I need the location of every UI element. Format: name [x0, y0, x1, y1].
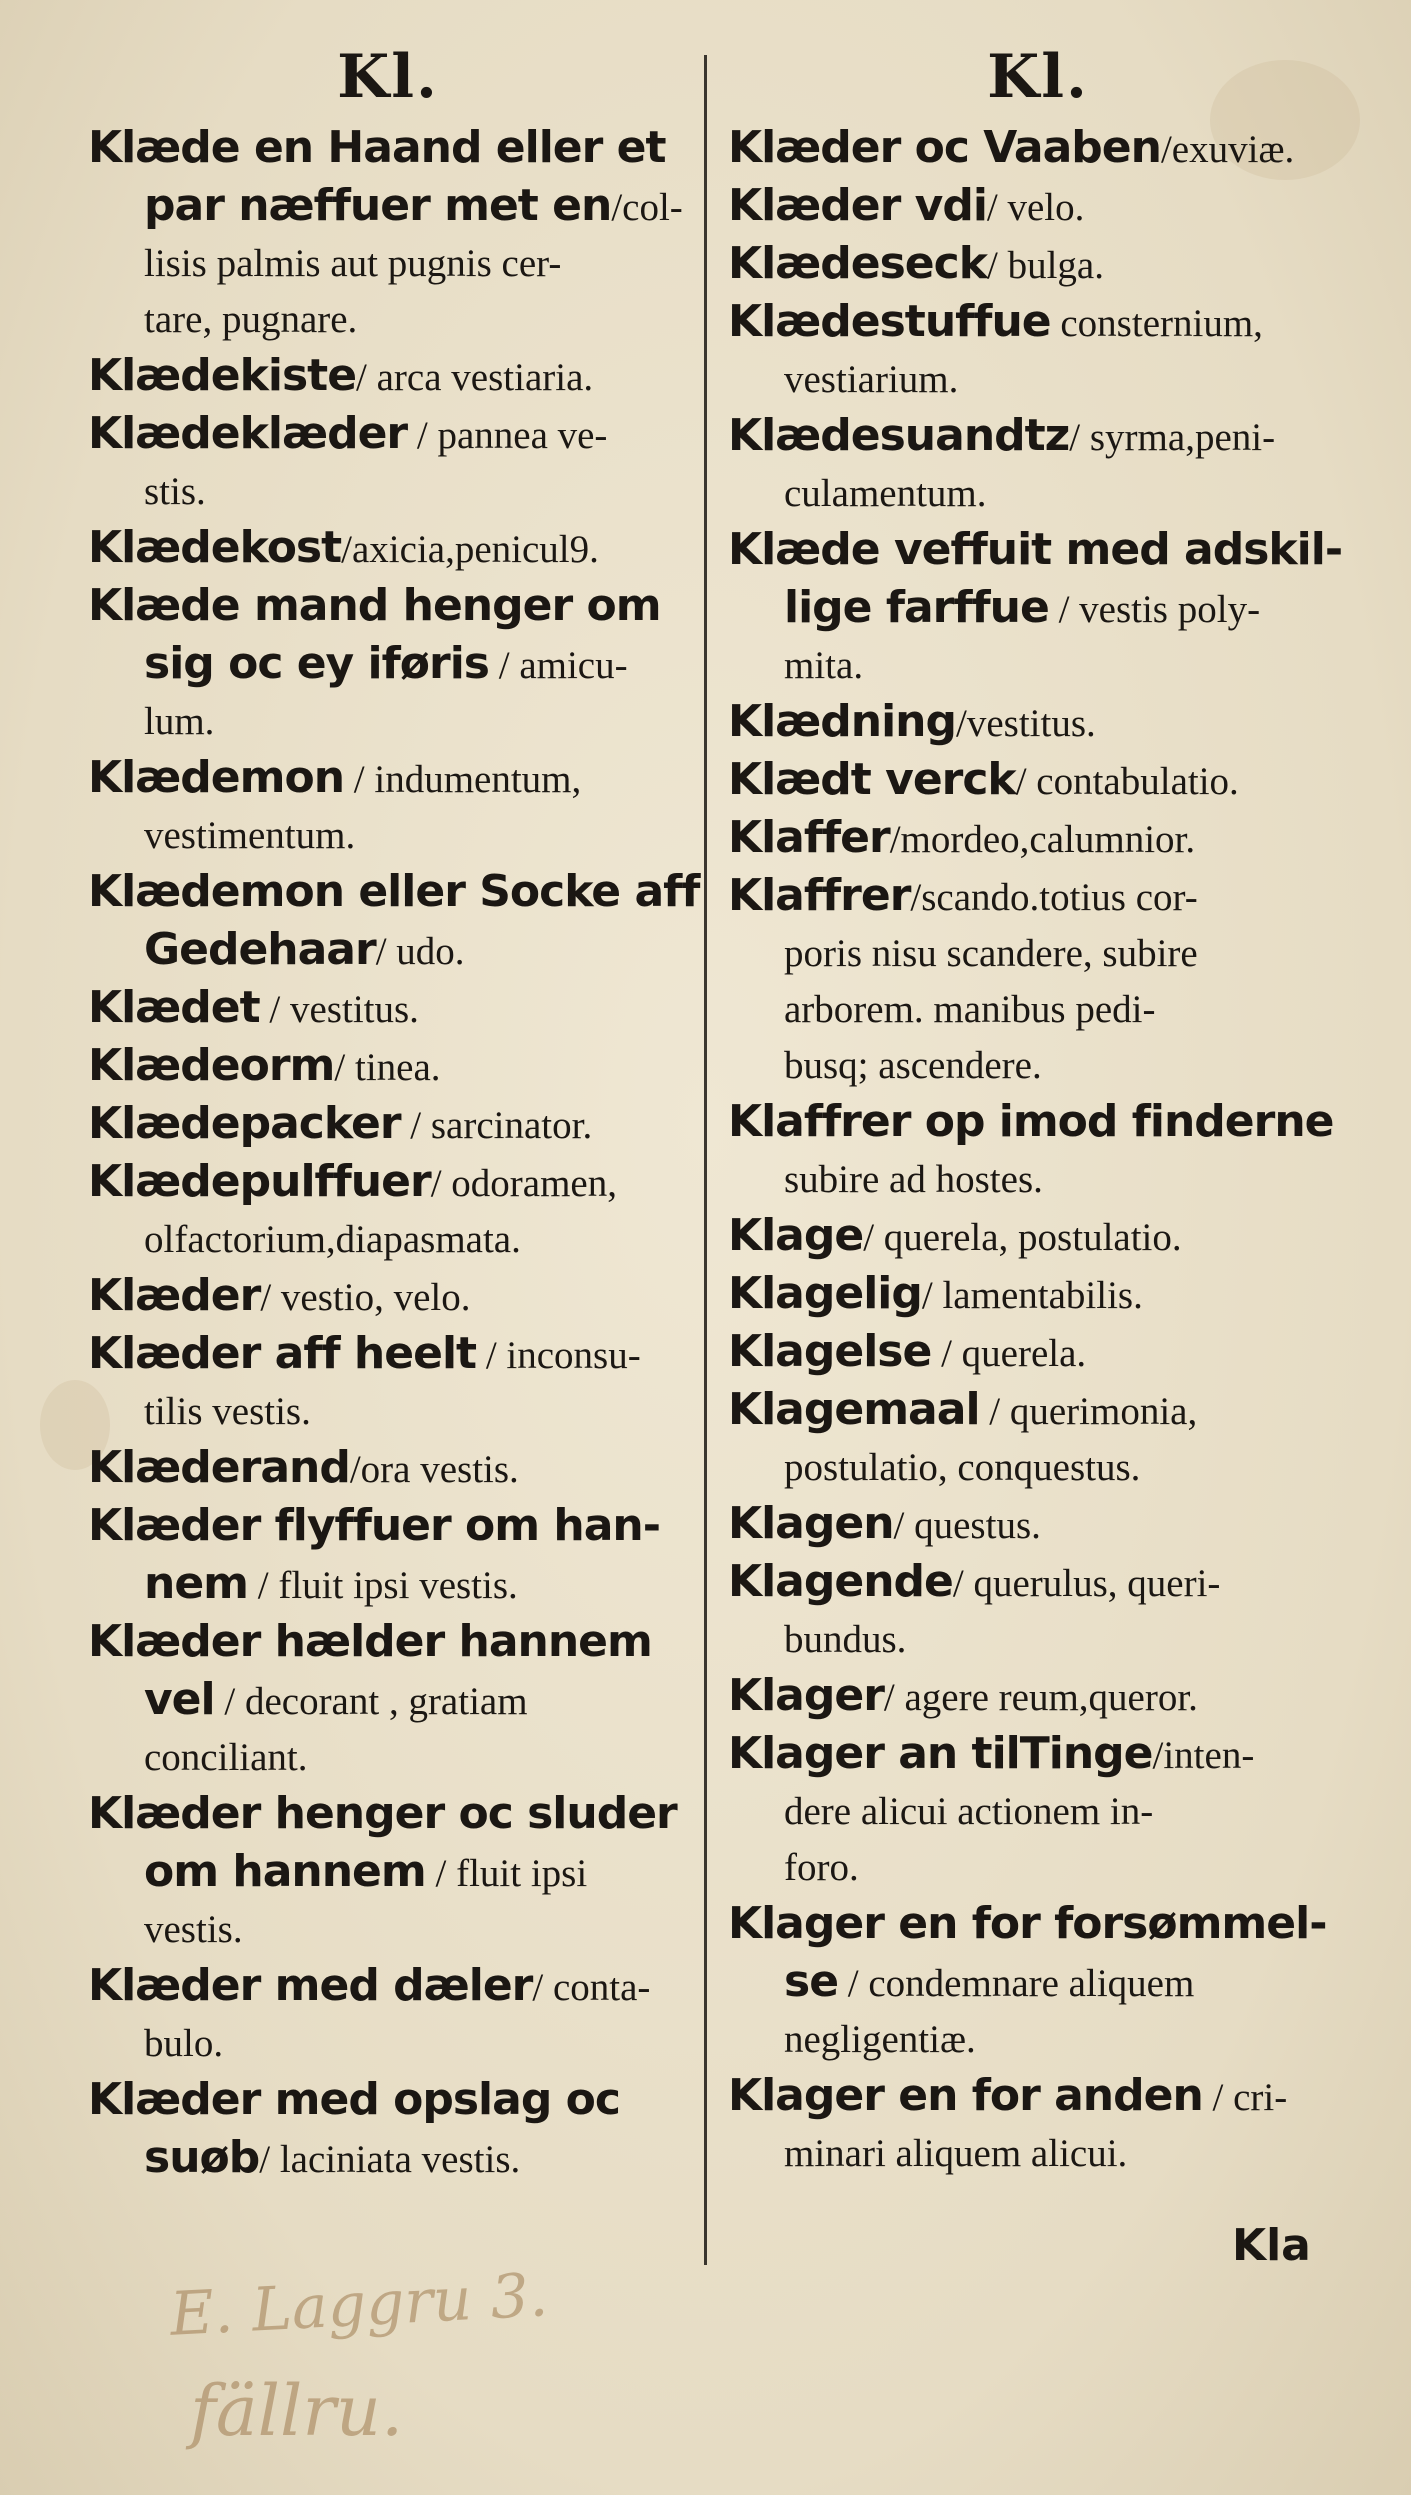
entry-headword: par næffuer met en — [144, 180, 612, 231]
entry-line — [88, 292, 688, 348]
entry-line — [728, 522, 1348, 580]
entry-line — [728, 236, 1348, 294]
entry-definition: / querulus, queri- — [952, 1562, 1221, 1605]
entry-headword: Klædemon — [88, 752, 345, 803]
dictionary-entry — [728, 236, 1348, 294]
entry-line — [728, 466, 1348, 522]
entry-headword: Klædestuffue — [728, 296, 1051, 347]
entry-line — [728, 1266, 1348, 1324]
dictionary-entry — [88, 980, 688, 1038]
left-column-header: Kl. — [337, 42, 439, 112]
entry-line — [728, 580, 1348, 638]
right-column-header: Kl. — [987, 42, 1089, 112]
entry-headword: Klæder med opslag oc — [88, 2074, 620, 2125]
entry-line — [728, 352, 1348, 408]
dictionary-entry — [728, 1668, 1348, 1726]
entry-headword: Klaffrer op imod finderne — [728, 1096, 1334, 1147]
entry-headword: lige farffue — [784, 582, 1049, 633]
entry-definition: / tinea. — [334, 1046, 441, 1089]
entry-line — [88, 178, 688, 236]
entry-line — [88, 1958, 688, 2016]
entry-line — [88, 1038, 688, 1096]
entry-definition: / amicu- — [488, 644, 628, 687]
dictionary-entry — [88, 1440, 688, 1498]
entry-headword: Klædeorm — [88, 1040, 335, 1091]
dictionary-entry — [728, 1094, 1348, 1208]
dictionary-entry — [728, 810, 1348, 868]
dictionary-entry — [728, 408, 1348, 522]
entry-definition: / arca vestiaria. — [356, 356, 594, 399]
entry-line — [88, 1096, 688, 1154]
entry-line — [88, 120, 688, 178]
entry-line — [728, 1668, 1348, 1726]
entry-line — [728, 2126, 1348, 2182]
entry-definition: stis. — [144, 470, 206, 513]
entry-line — [728, 1840, 1348, 1896]
entry-line — [728, 1896, 1348, 1954]
entry-line — [728, 1612, 1348, 1668]
entry-headword: Klædekost — [88, 522, 342, 573]
entry-line — [88, 1440, 688, 1498]
catchword: Kla — [1232, 2220, 1311, 2271]
dictionary-entry — [88, 1154, 688, 1268]
entry-line — [728, 294, 1348, 352]
entry-line — [728, 1496, 1348, 1554]
entry-headword: Klagelse — [728, 1326, 932, 1377]
dictionary-entry — [728, 1324, 1348, 1382]
entry-line — [88, 1730, 688, 1786]
entry-line — [728, 1094, 1348, 1152]
entry-headword: Klagende — [728, 1556, 953, 1607]
entry-definition: / agere reum,queror. — [883, 1676, 1198, 1719]
entry-definition: dere alicui actionem in- — [784, 1790, 1154, 1833]
entry-line — [88, 1786, 688, 1844]
entry-line — [728, 752, 1348, 810]
right-entry-list — [728, 120, 1348, 2182]
entry-line — [728, 868, 1348, 926]
dictionary-entry — [88, 750, 688, 864]
entry-line — [88, 1384, 688, 1440]
entry-definition: /axicia,penicul9. — [341, 528, 599, 571]
entry-headword: Klagelig — [728, 1268, 922, 1319]
entry-headword: Klæder — [88, 1270, 261, 1321]
entry-headword: Klædepulffuer — [88, 1156, 431, 1207]
entry-definition: /exuviæ. — [1160, 128, 1295, 171]
entry-definition: / conta- — [532, 1966, 651, 2009]
entry-definition: / vestis poly- — [1048, 588, 1261, 631]
entry-line — [728, 1440, 1348, 1496]
entry-line — [88, 1844, 688, 1902]
entry-definition: /vestitus. — [956, 702, 1096, 745]
entry-headword: vel — [144, 1674, 215, 1725]
dictionary-entry — [88, 864, 700, 980]
entry-headword: Klæder flyffuer om han- — [88, 1500, 661, 1551]
entry-line — [88, 520, 688, 578]
entry-headword: Klæderand — [88, 1442, 350, 1493]
entry-definition: / querela, postulatio. — [863, 1216, 1182, 1259]
entry-headword: Klaffrer — [728, 870, 911, 921]
entry-headword: Klæder henger oc sluder — [88, 1788, 677, 1839]
entry-line — [728, 694, 1348, 752]
entry-headword: Klager an tilTinge — [728, 1728, 1153, 1779]
entry-line — [728, 1324, 1348, 1382]
entry-line — [88, 1556, 688, 1614]
entry-definition: / querimonia, — [979, 1390, 1198, 1433]
entry-line — [88, 1498, 688, 1556]
left-entry-list — [88, 120, 700, 2188]
entry-line — [728, 1382, 1348, 1440]
entry-definition: / vestio, velo. — [260, 1276, 471, 1319]
entry-headword: Klager — [728, 1670, 884, 1721]
entry-definition: postulatio, conquestus. — [784, 1446, 1141, 1489]
entry-line — [728, 1152, 1348, 1208]
entry-definition: busq; ascendere. — [784, 1044, 1042, 1087]
entry-headword: sig oc ey iføris — [144, 638, 489, 689]
entry-definition: arborem. manibus pedi- — [784, 988, 1156, 1031]
entry-definition: lisis palmis aut pugnis cer- — [144, 242, 562, 285]
entry-headword: Klæder aff heelt — [88, 1328, 477, 1379]
entry-headword: Klage — [728, 1210, 864, 1261]
entry-definition: /col- — [611, 186, 683, 229]
entry-line — [88, 1902, 688, 1958]
entry-line — [88, 2072, 688, 2130]
dictionary-entry — [728, 1208, 1348, 1266]
entry-headword: Klædning — [728, 696, 957, 747]
dictionary-entry — [88, 120, 688, 348]
entry-definition: consternium, — [1050, 302, 1263, 345]
entry-line — [728, 638, 1348, 694]
entry-definition: / pannea ve- — [407, 414, 608, 457]
entry-definition: / condemnare aliquem — [838, 1962, 1195, 2005]
entry-headword: Klager en for anden — [728, 2070, 1203, 2121]
entry-line — [88, 864, 700, 922]
entry-definition: /scando.totius cor- — [910, 876, 1198, 919]
entry-definition: / indumentum, — [344, 758, 582, 801]
entry-definition: vestis. — [144, 1908, 243, 1951]
dictionary-entry — [728, 1382, 1348, 1496]
entry-headword: Klædeseck — [728, 238, 987, 289]
entry-definition: poris nisu scandere, subire — [784, 932, 1198, 975]
entry-line — [728, 1726, 1348, 1784]
entry-line — [88, 1672, 688, 1730]
dictionary-entry — [728, 694, 1348, 752]
entry-line — [728, 926, 1348, 982]
entry-line — [728, 2012, 1348, 2068]
entry-definition: negligentiæ. — [784, 2018, 976, 2061]
entry-headword: Klæder hælder hannem — [88, 1616, 652, 1667]
dictionary-entry — [728, 1726, 1348, 1896]
entry-line — [728, 408, 1348, 466]
dictionary-entry — [88, 578, 688, 750]
dictionary-entry — [88, 1958, 688, 2072]
entry-line — [88, 406, 688, 464]
entry-line — [88, 636, 688, 694]
entry-line — [88, 922, 688, 980]
dictionary-entry — [88, 348, 688, 406]
entry-headword: Klæder vdi — [728, 180, 987, 231]
entry-headword: Klager en for forsømmel- — [728, 1898, 1327, 1949]
left-column — [88, 40, 700, 2188]
entry-line — [88, 236, 688, 292]
entry-definition: / cri- — [1202, 2076, 1288, 2119]
entry-line — [88, 750, 688, 808]
entry-definition: bulo. — [144, 2022, 224, 2065]
entry-definition: / inconsu- — [476, 1334, 641, 1377]
entry-headword: Klædemon eller Socke aff — [88, 866, 700, 917]
dictionary-entry — [88, 406, 688, 520]
entry-definition: / syrma,peni- — [1069, 416, 1276, 459]
dictionary-entry — [728, 120, 1348, 178]
dictionary-entry — [728, 1496, 1348, 1554]
entry-headword: Klagen — [728, 1498, 894, 1549]
entry-line — [88, 1614, 688, 1672]
entry-definition: / velo. — [986, 186, 1085, 229]
entry-definition: foro. — [784, 1846, 859, 1889]
entry-line — [88, 1268, 688, 1326]
dictionary-entry — [88, 520, 688, 578]
entry-headword: Klædekiste — [88, 350, 357, 401]
entry-definition: / fluit ipsi vestis. — [248, 1564, 518, 1607]
entry-headword: Klædt verck — [728, 754, 1016, 805]
entry-line — [728, 1784, 1348, 1840]
entry-headword: Klæder oc Vaaben — [728, 122, 1161, 173]
entry-line — [728, 120, 1348, 178]
entry-definition: /ora vestis. — [349, 1448, 519, 1491]
entry-definition: conciliant. — [144, 1736, 308, 1779]
entry-definition: / vestitus. — [259, 988, 419, 1031]
entry-headword: se — [784, 1956, 839, 2007]
entry-headword: Klæder med dæler — [88, 1960, 533, 2011]
entry-line — [728, 1038, 1348, 1094]
entry-line — [88, 464, 688, 520]
dictionary-entry — [728, 1554, 1348, 1668]
right-column — [728, 40, 1348, 2182]
dictionary-entry — [728, 752, 1348, 810]
entry-line — [88, 348, 688, 406]
entry-headword: Klæde veffuit med adskil- — [728, 524, 1343, 575]
entry-headword: om hannem — [144, 1846, 426, 1897]
handwritten-annotation: fällru. — [190, 2370, 404, 2452]
entry-headword: suøb — [144, 2132, 260, 2183]
entry-headword: Klædet — [88, 982, 260, 1033]
entry-definition: /mordeo,calumnior. — [889, 818, 1196, 861]
entry-definition: minari aliquem alicui. — [784, 2132, 1128, 2175]
dictionary-entry — [728, 178, 1348, 236]
dictionary-entry — [728, 1266, 1348, 1324]
entry-line — [88, 2016, 688, 2072]
entry-headword: Klædeklæder — [88, 408, 408, 459]
entry-line — [88, 1154, 688, 1212]
entry-definition: / odoramen, — [430, 1162, 617, 1205]
entry-line — [728, 2068, 1348, 2126]
entry-definition: / querela. — [931, 1332, 1087, 1375]
entry-line — [88, 808, 688, 864]
entry-definition: / questus. — [893, 1504, 1041, 1547]
entry-line — [88, 1212, 688, 1268]
entry-headword: nem — [144, 1558, 249, 1609]
dictionary-entry — [88, 1038, 688, 1096]
dictionary-entry — [728, 294, 1348, 408]
dictionary-entry — [88, 1096, 688, 1154]
entry-definition: /inten- — [1152, 1734, 1255, 1777]
entry-definition: / fluit ipsi — [425, 1852, 588, 1895]
entry-headword: Klædesuandtz — [728, 410, 1070, 461]
entry-headword: Klæde en Haand eller et — [88, 122, 666, 173]
dictionary-entry — [728, 1896, 1348, 2068]
entry-line — [728, 982, 1348, 1038]
entry-line — [728, 810, 1348, 868]
entry-headword: Gedehaar — [144, 924, 376, 975]
entry-definition: / laciniata vestis. — [259, 2138, 521, 2181]
entry-definition: vestimentum. — [144, 814, 356, 857]
dictionary-entry — [728, 522, 1348, 694]
dictionary-entry — [88, 1614, 688, 1786]
handwritten-annotation: E. Laggru 3. — [168, 2260, 550, 2350]
dictionary-entry — [88, 1268, 688, 1326]
entry-line — [88, 980, 688, 1038]
entry-definition: culamentum. — [784, 472, 987, 515]
entry-line — [728, 178, 1348, 236]
entry-definition: lum. — [144, 700, 215, 743]
entry-headword: Klædepacker — [88, 1098, 401, 1149]
entry-definition: vestiarium. — [784, 358, 959, 401]
entry-definition: mita. — [784, 644, 864, 687]
entry-definition: olfactorium,diapasmata. — [144, 1218, 521, 1261]
entry-definition: bundus. — [784, 1618, 907, 1661]
dictionary-entry — [728, 2068, 1348, 2182]
dictionary-entry — [88, 1498, 688, 1614]
entry-line — [88, 2130, 688, 2188]
entry-line — [728, 1554, 1348, 1612]
entry-headword: Klæde mand henger om — [88, 580, 661, 631]
entry-definition: subire ad hostes. — [784, 1158, 1043, 1201]
entry-definition: tilis vestis. — [144, 1390, 311, 1433]
column-divider — [704, 55, 707, 2265]
entry-line — [728, 1208, 1348, 1266]
entry-definition: / decorant , gratiam — [214, 1680, 528, 1723]
entry-line — [88, 694, 688, 750]
entry-definition: / udo. — [375, 930, 465, 973]
entry-definition: / bulga. — [987, 244, 1104, 287]
entry-definition: / contabulatio. — [1015, 760, 1239, 803]
entry-line — [88, 578, 688, 636]
entry-headword: Klagemaal — [728, 1384, 980, 1435]
entry-definition: / lamentabilis. — [921, 1274, 1143, 1317]
entry-definition: tare, pugnare. — [144, 298, 358, 341]
dictionary-entry — [728, 868, 1348, 1094]
dictionary-entry — [88, 1326, 688, 1440]
dictionary-entry — [88, 2072, 688, 2188]
dictionary-entry — [88, 1786, 688, 1958]
entry-definition: / sarcinator. — [400, 1104, 593, 1147]
entry-headword: Klaffer — [728, 812, 890, 863]
entry-line — [88, 1326, 688, 1384]
entry-line — [728, 1954, 1348, 2012]
